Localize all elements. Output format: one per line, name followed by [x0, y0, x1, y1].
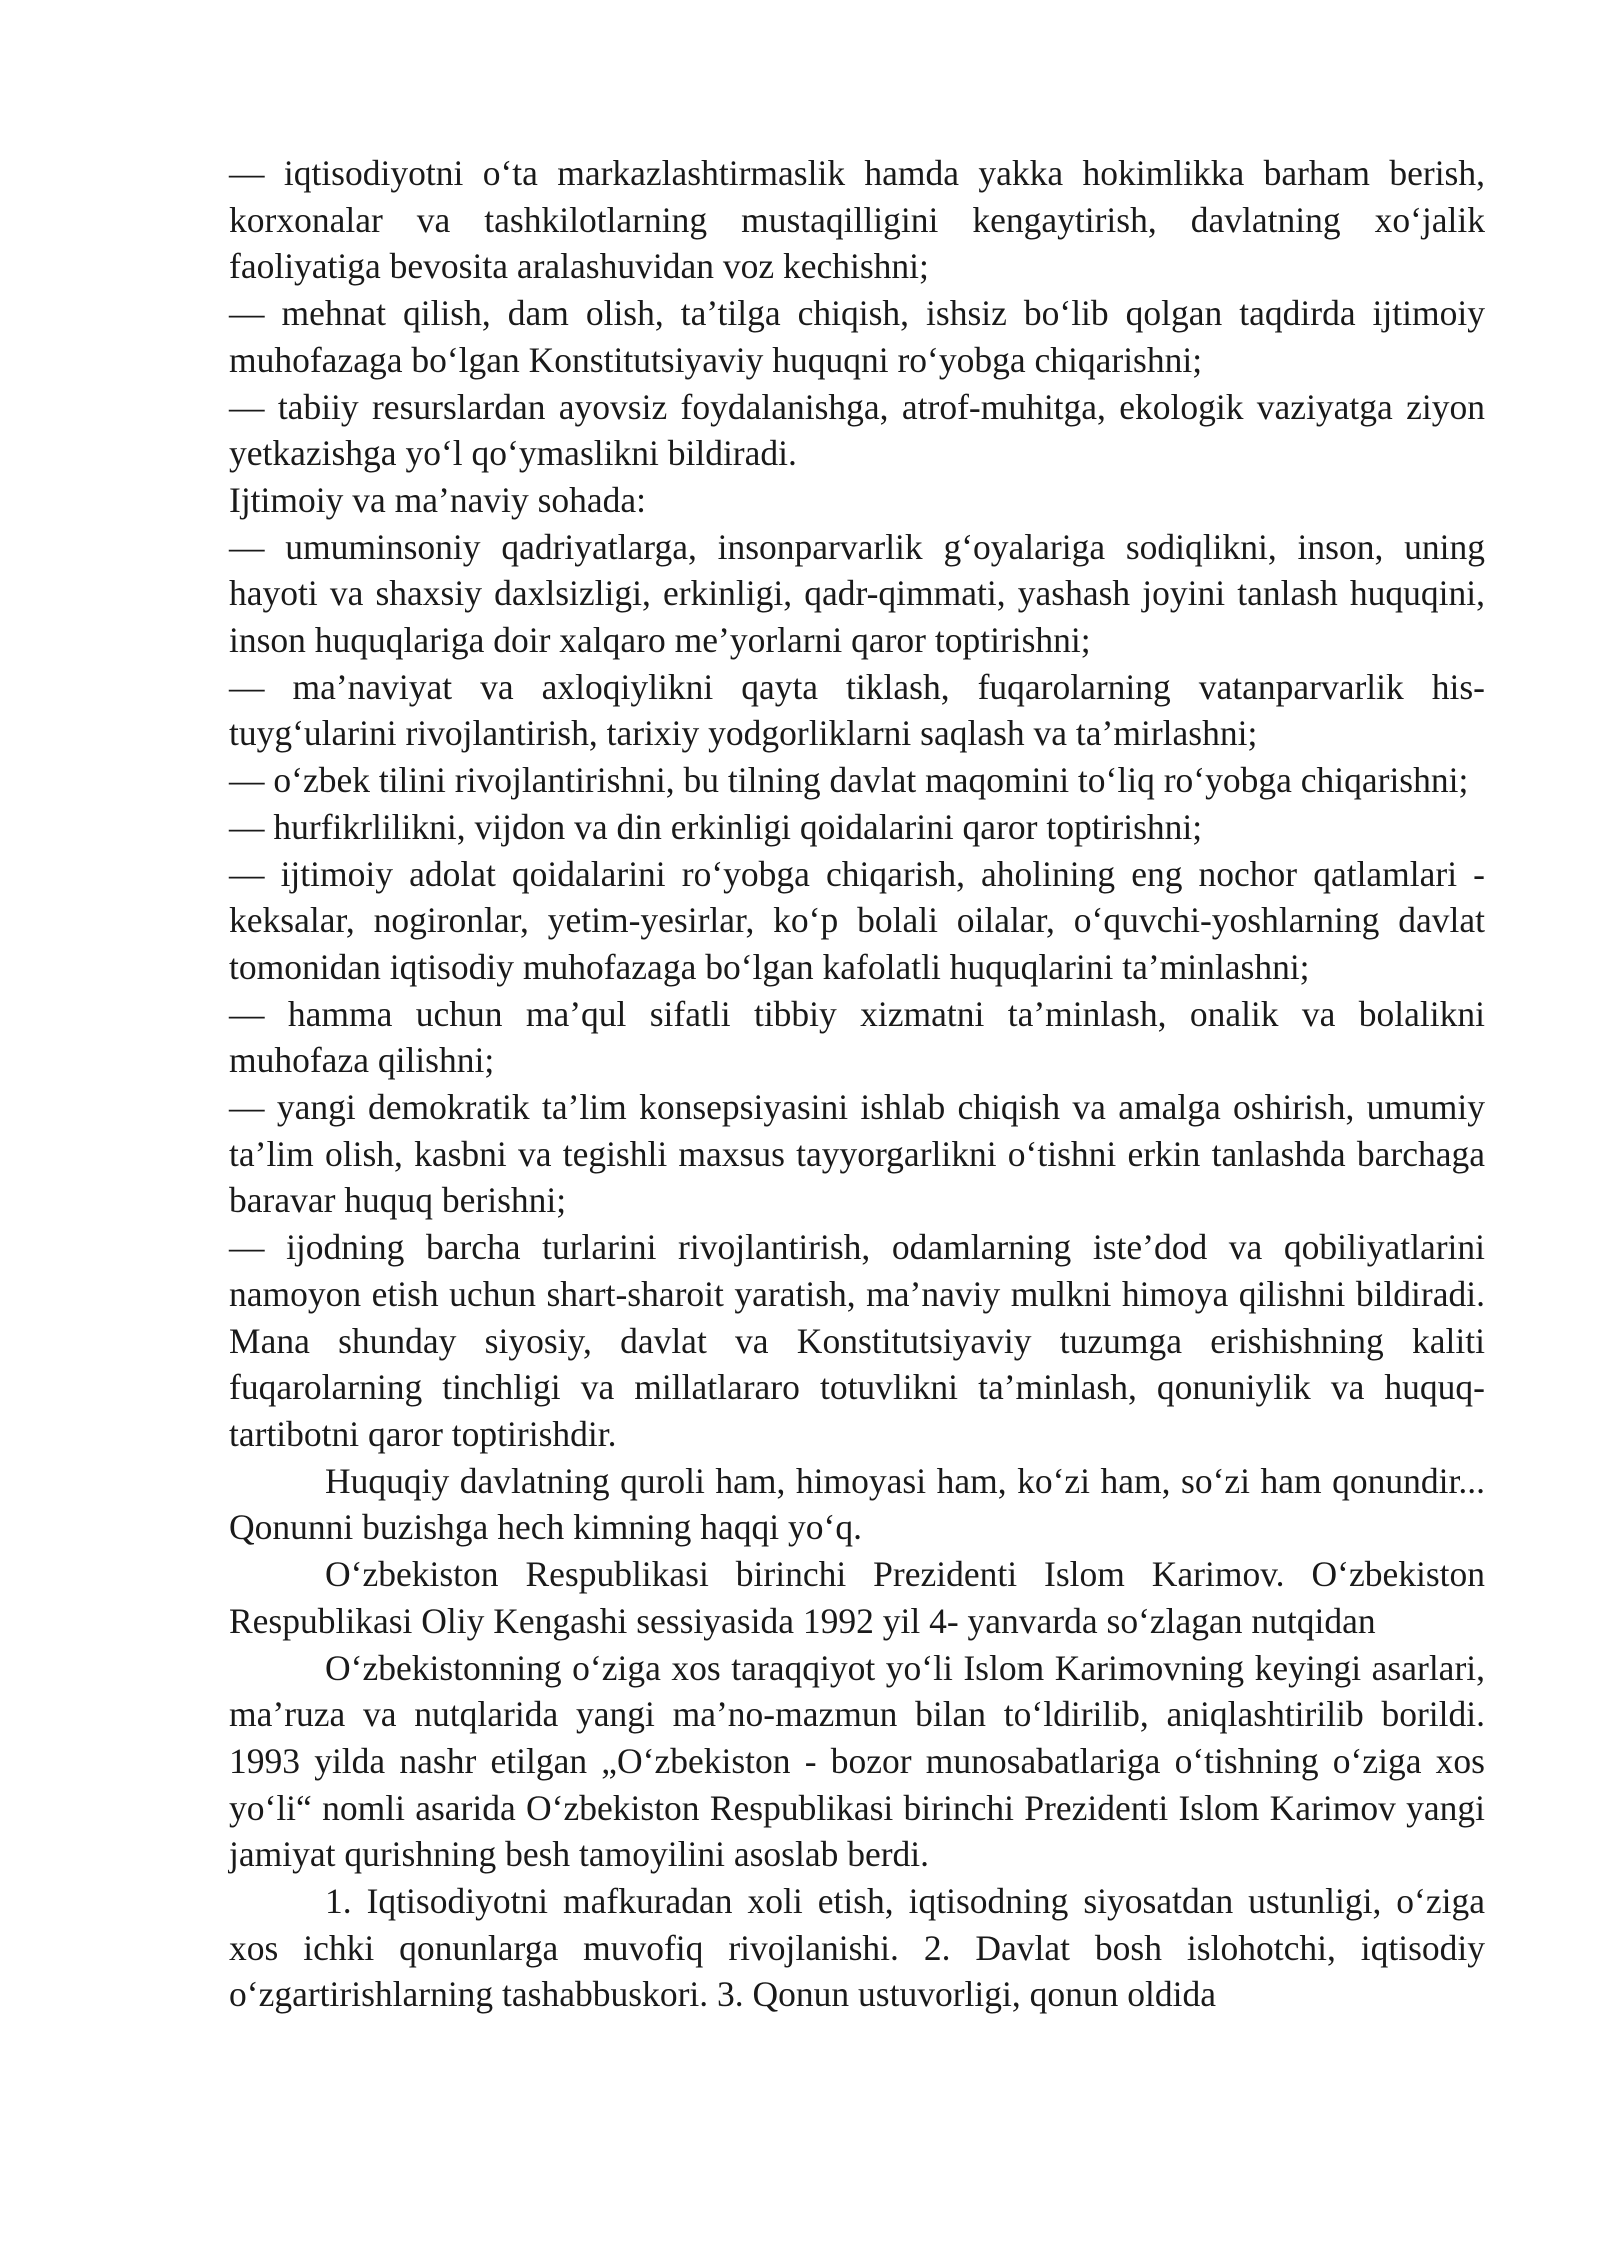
paragraph-social-justice: — ijtimoiy adolat qoidalarini ro‘yobga chiqarish, aholining eng nochor qatlamlari - keksalar, nogironlar, yetim-yesirlar, ko‘p bolali oilalar, o‘quvchi-yoshlarning davlat tomonidan iqtisodiy muhofazaga bo‘lgan kafolatli huquqlarini ta’minlashni; [229, 853, 1485, 987]
paragraph-creativity: — ijodning barcha turlarini rivojlantirish, odamlarning iste’dod va qobiliyatlarini namoyon etish uchun shart-sharoit yaratish, ma’naviy mulkni himoya qilishni bildiradi. Mana shunday siyosiy, davlat va Konstitutsiyaviy tuzumga erishishning kaliti fuqarolarning tinchligi va millatlararo totuvlikni ta’minlash, qonuniylik va huquq-tartibotni qaror toptirishdir. [229, 1227, 1485, 1454]
paragraph-medical-service: — hamma uchun ma’qul sifatli tibbiy xizmatni ta’minlash, onalik va bolalikni muhofaza qilishni; [229, 993, 1485, 1081]
paragraph-education: — yangi demokratik ta’lim konsepsiyasini ishlab chiqish va amalga oshirish, umumiy ta’lim olish, kasbni va tegishli maxsus tayyorgarlikni o‘tishni erkin tanlashda barchaga baravar huquq berishni; [229, 1087, 1485, 1221]
document-page [229, 150, 1485, 2018]
section-heading-social-spiritual: Ijtimoiy va ma’naviy sohada: [229, 479, 647, 520]
paragraph-uzbek-language: — o‘zbek tilini rivojlantirishni, bu tilning davlat maqomini to‘liq ro‘yobga chiqarishni; [229, 760, 1469, 801]
paragraph-quote-source: O‘zbekiston Respublikasi birinchi Prezidenti Islom Karimov. O‘zbekiston Respublikasi Oliy Kengashi sessiyasida 1992 yil 4- yanvarda so‘zlagan nutqidan [229, 1554, 1485, 1641]
paragraph-labor-rights: — mehnat qilish, dam olish, ta’tilga chiqish, ishsiz bo‘lib qolgan taqdirda ijtimoiy muhofazaga bo‘lgan Konstitutsiyaviy huquqni ro‘yobga chiqarishni; [229, 293, 1485, 380]
paragraph-rule-of-law-quote: Huquqiy davlatning quroli ham, himoyasi ham, ko‘zi ham, so‘zi ham qonundir... Qonunni buzishga hech kimning haqqi yo‘q. [229, 1460, 1485, 1548]
paragraph-spirituality: — ma’naviyat va axloqiylikni qayta tiklash, fuqarolarning vatanparvarlik his-tuyg‘ularini rivojlantirish, tarixiy yodgorliklarni saqlash va ta’mirlashni; [229, 666, 1485, 754]
paragraph-freedom-of-thought: — hurfikrlilikni, vijdon va din erkinligi qoidalarini qaror toptirishni; [229, 806, 1203, 847]
paragraph-universal-values: — umuminsoniy qadriyatlarga, insonparvarlik g‘oyalariga sodiqlikni, inson, uning hayoti va shaxsiy daxlsizligi, erkinligi, qadr-qimmati, yashash joyini tanlash huquqini, inson huquqlariga doir xalqaro me’yorlarni qaror toptirishni; [229, 526, 1485, 661]
paragraph-development-path: O‘zbekistonning o‘ziga xos taraqqiyot yo‘li Islom Karimovning keyingi asarlari, ma’ruza va nutqlarida yangi ma’no-mazmun bilan to‘ldirilib, aniqlashtirilib borildi. 1993 yilda nashr etilgan „O‘zbekiston - bozor munosabatlariga o‘tishning o‘ziga xos yo‘li“ nomli asarida O‘zbekiston Respublikasi birinchi Prezidenti Islom Karimov yangi jamiyat qurishning besh tamoyilini asoslab berdi. [229, 1647, 1485, 1875]
paragraph-natural-resources: — tabiiy resurslardan ayovsiz foydalanishga, atrof-muhitga, ekologik vaziyatga ziyon yetkazishga yo‘l qo‘ymaslikni bildiradi. [229, 386, 1485, 474]
paragraph-economy-decentralization: — iqtisodiyotni o‘ta markazlashtirmaslik hamda yakka hokimlikka barham berish, korxonalar va tashkilotlarning mustaqilligini kengaytirish, davlatning xo‘jalik faoliyatiga bevosita aralashuvidan voz kechishni; [229, 153, 1485, 287]
paragraph-five-principles: 1. Iqtisodiyotni mafkuradan xoli etish, iqtisodning siyosatdan ustunligi, o‘ziga xos ichki qonunlarga muvofiq rivojlanishi. 2. Davlat bosh islohotchi, iqtisodiy o‘zgartirishlarning tashabbuskori. 3. Qonun ustuvorligi, qonun oldida [229, 1881, 1485, 2015]
